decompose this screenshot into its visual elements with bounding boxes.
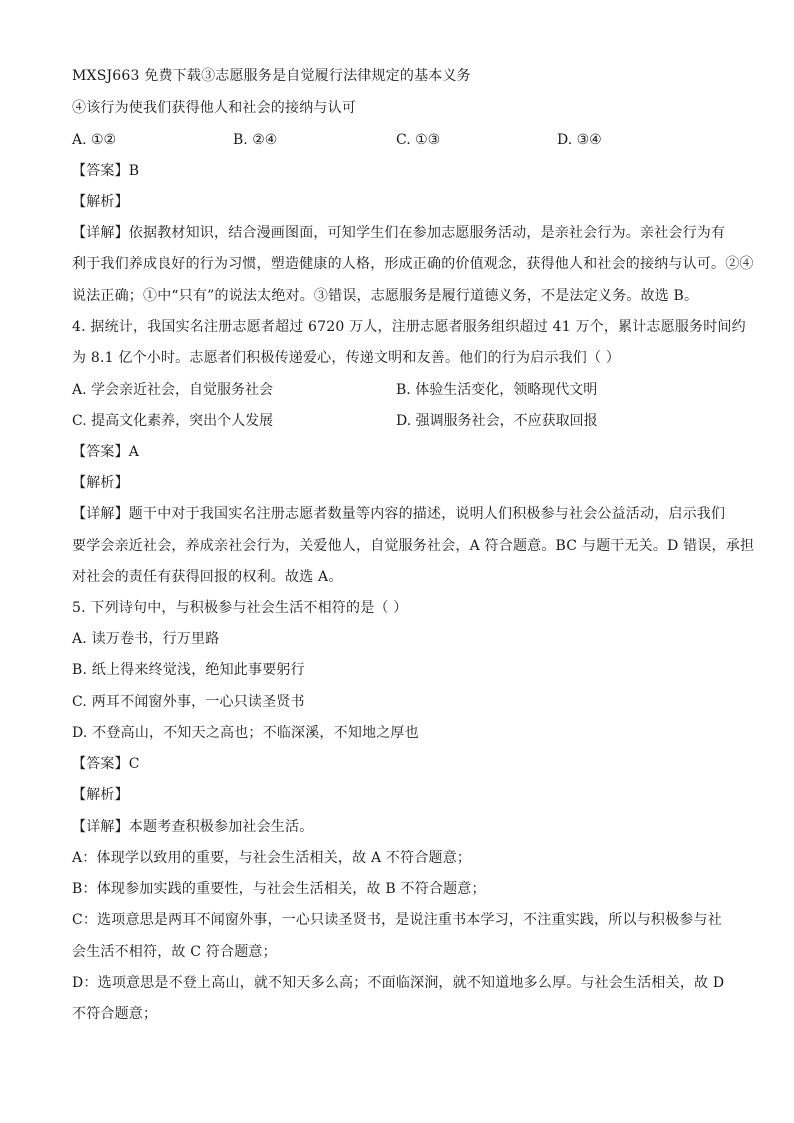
q5-detail-d-line-2: 不符合题意； — [72, 1006, 158, 1022]
q5-answer: 【答案】C — [72, 756, 140, 772]
q4-choice-b: B. 体验生活变化，领略现代文明 — [396, 382, 598, 398]
q4-stem-line-2: 为 8.1 亿个小时。志愿者们积极传递爱心，传递文明和友善。他们的行为启示我们（ ） — [72, 350, 621, 366]
q4-choice-c: C. 提高文化素养，突出个人发展 — [72, 413, 274, 429]
q5-choice-d: D. 不登高山，不知天之高也；不临深溪，不知地之厚也 — [72, 725, 419, 741]
q4-choice-d: D. 强调服务社会，不应获取回报 — [396, 413, 598, 429]
q3-option-4-line: ④该行为使我们获得他人和社会的接纳与认可 — [72, 100, 356, 116]
q4-detail-line-1: 【详解】题干中对于我国实名注册志愿者数量等内容的描述，说明人们积极参与社会公益活动，启示我们 — [72, 506, 726, 522]
q3-choice-d: D. ③④ — [557, 132, 602, 148]
q5-detail-d-line-1: D：选项意思是不登上高山，就不知天多么高；不面临深涧，就不知道地多么厚。与社会生活相关，故 D — [72, 975, 725, 991]
q5-detail-b: B：体现参加实践的重要性，与社会生活相关，故 B 不符合题意； — [72, 881, 486, 897]
q4-choice-a: A. 学会亲近社会，自觉服务社会 — [72, 382, 274, 398]
q4-analysis-heading: 【解析】 — [72, 475, 129, 491]
q5-choice-c: C. 两耳不闻窗外事，一心只读圣贤书 — [72, 694, 305, 710]
q3-choice-b: B. ②④ — [233, 132, 278, 148]
q3-detail-line-1: 【详解】依据教材知识，结合漫画图面，可知学生们在参加志愿服务活动，是亲社会行为。亲社会行为有 — [72, 225, 726, 241]
q3-analysis-heading: 【解析】 — [72, 194, 129, 210]
q3-detail-line-2: 利于我们养成良好的行为习惯，塑造健康的人格，形成正确的价值观念，获得他人和社会的接纳与认可。②④ — [72, 256, 754, 272]
q3-answer: 【答案】B — [72, 163, 140, 179]
q5-choice-a: A. 读万卷书，行万里路 — [72, 631, 220, 647]
q5-detail-intro: 【详解】本题考查积极参加社会生活。 — [72, 819, 314, 835]
q5-analysis-heading: 【解析】 — [72, 787, 129, 803]
q4-answer: 【答案】A — [72, 444, 140, 460]
q3-choice-c: C. ①③ — [396, 132, 441, 148]
q3-detail-line-3: 说法正确；①中“只有”的说法太绝对。③错误，志愿服务是履行道德义务，不是法定义务。故选 B。 — [72, 288, 699, 304]
q4-stem-line-1: 4. 据统计，我国实名注册志愿者超过 6720 万人，注册志愿者服务组织超过 41 万个，累计志愿服务时间约 — [72, 319, 746, 335]
q4-detail-line-2: 要学会亲近社会，养成亲社会行为，关爱他人，自觉服务社会，A 符合题意。BC 与题干无关。D 错误，承担 — [72, 538, 755, 554]
q3-choice-a: A. ①② — [72, 132, 117, 148]
q3-option-3-line: MXSJ663 免费下载③志愿服务是自觉履行法律规定的基本义务 — [72, 68, 471, 84]
q5-detail-a: A：体现学以致用的重要，与社会生活相关，故 A 不符合题意； — [72, 850, 472, 866]
q5-stem: 5. 下列诗句中，与积极参与社会生活不相符的是（ ） — [72, 600, 408, 616]
q5-choice-b: B. 纸上得来终觉浅，绝知此事要躬行 — [72, 662, 305, 678]
q4-detail-line-3: 对社会的责任有获得回报的权利。故选 A。 — [72, 569, 343, 585]
q5-detail-c-line-1: C：选项意思是两耳不闻窗外事，一心只读圣贤书，是说注重书本学习，不注重实践，所以与积极参与社 — [72, 912, 722, 928]
q5-detail-c-line-2: 会生活不相符，故 C 符合题意； — [72, 944, 277, 960]
